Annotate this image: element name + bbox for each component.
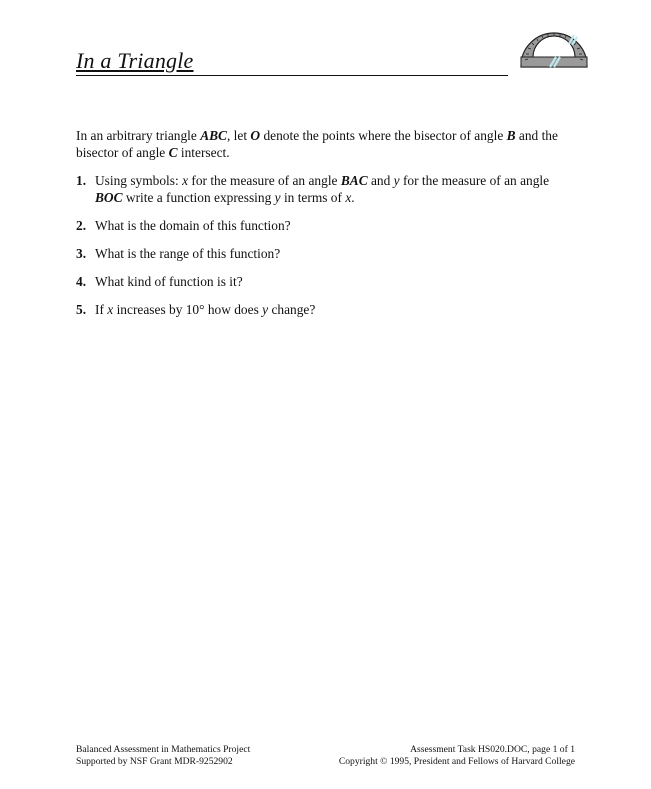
title-rule [76, 47, 508, 76]
footer-grant: Supported by NSF Grant MDR-9252902 [76, 756, 233, 767]
question-2: 2. What is the domain of this function? [76, 218, 291, 233]
question-4: 4. What kind of function is it? [76, 274, 243, 289]
footer-page-info: Assessment Task HS020.DOC, page 1 of 1 [410, 744, 575, 755]
question-5: 5. If x increases by 10° how does y change? [76, 302, 316, 317]
question-list [76, 172, 576, 329]
protractor-icon [519, 30, 589, 68]
intro-paragraph: In an arbitrary triangle ABC, let O denote the points where the bisector of angle B and the bisector of angle C intersect. [76, 128, 558, 160]
footer-right [339, 744, 575, 768]
footer-copyright: Copyright © 1995, President and Fellows of Harvard College [338, 756, 575, 767]
question-3: 3. What is the range of this function? [76, 246, 281, 261]
footer-left [76, 744, 250, 768]
footer-project: Balanced Assessment in Mathematics Project [76, 744, 251, 755]
question-1: 1. Using symbols: x for the measure of an angle BAC and y for the measure of an angle BOC write a function expressing y in terms of x. [76, 173, 550, 205]
page-title: In a Triangle [76, 48, 194, 73]
